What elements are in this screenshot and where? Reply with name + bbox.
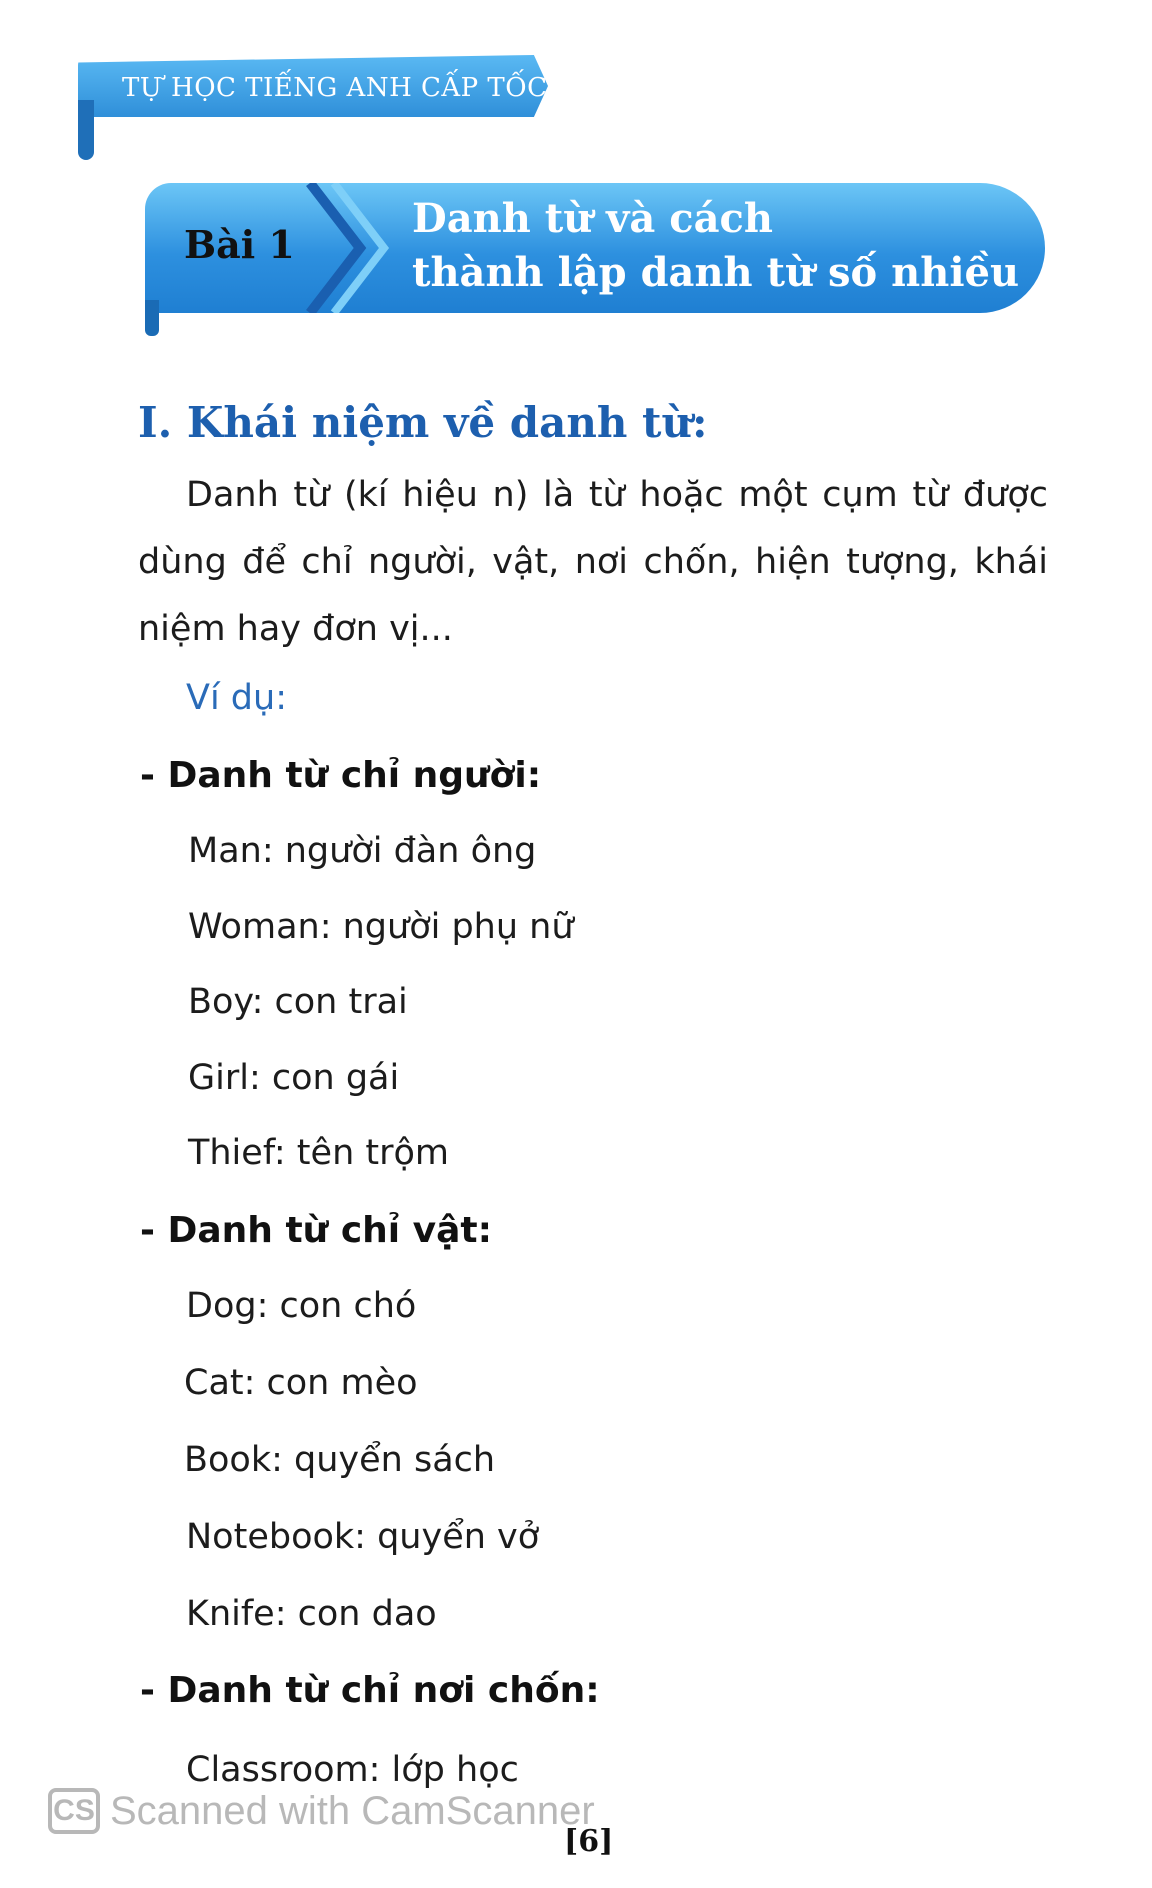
page-number: [6] bbox=[564, 1824, 614, 1859]
lesson-title-line-1: Danh từ và cách bbox=[412, 195, 773, 242]
vocab-item: Cat: con mèo bbox=[184, 1363, 418, 1403]
scanner-watermark bbox=[48, 1788, 595, 1834]
lesson-title bbox=[412, 192, 1032, 300]
vocab-item: Book: quyển sách bbox=[184, 1440, 496, 1480]
section-heading: I. Khái niệm về danh từ: bbox=[138, 398, 708, 447]
vocab-item: Dog: con chó bbox=[186, 1286, 417, 1326]
vocab-item: Man: người đàn ông bbox=[188, 831, 537, 871]
series-ribbon-tail bbox=[78, 100, 94, 160]
category-heading-places: - Danh từ chỉ nơi chốn: bbox=[140, 1670, 600, 1711]
vocab-item: Girl: con gái bbox=[188, 1058, 400, 1098]
vocab-item: Thief: tên trộm bbox=[188, 1133, 449, 1173]
watermark-text: Scanned with CamScanner bbox=[110, 1788, 595, 1833]
example-label: Ví dụ: bbox=[186, 678, 287, 718]
lesson-number: Bài 1 bbox=[184, 222, 295, 267]
chevron-right-icon bbox=[300, 183, 410, 313]
series-title: TỰ HỌC TIẾNG ANH CẤP TỐC bbox=[122, 73, 548, 103]
lesson-title-line-2: thành lập danh từ số nhiều bbox=[412, 249, 1020, 296]
vocab-item: Knife: con dao bbox=[186, 1594, 437, 1634]
vocab-item: Notebook: quyển vở bbox=[186, 1517, 540, 1557]
vocab-item: Boy: con trai bbox=[188, 982, 408, 1022]
lesson-banner-fold bbox=[145, 300, 159, 336]
category-heading-people: - Danh từ chỉ người: bbox=[140, 755, 542, 796]
camscanner-logo-icon: CS bbox=[48, 1788, 100, 1834]
vocab-item: Classroom: lớp học bbox=[186, 1750, 519, 1790]
intro-paragraph: Danh từ (kí hiệu n) là từ hoặc một cụm từ được dùng để chỉ người, vật, nơi chốn, hiện tượng, khái niệm hay đơn vị... bbox=[138, 475, 1048, 649]
category-heading-things: - Danh từ chỉ vật: bbox=[140, 1210, 493, 1251]
vocab-item: Woman: người phụ nữ bbox=[188, 907, 574, 947]
